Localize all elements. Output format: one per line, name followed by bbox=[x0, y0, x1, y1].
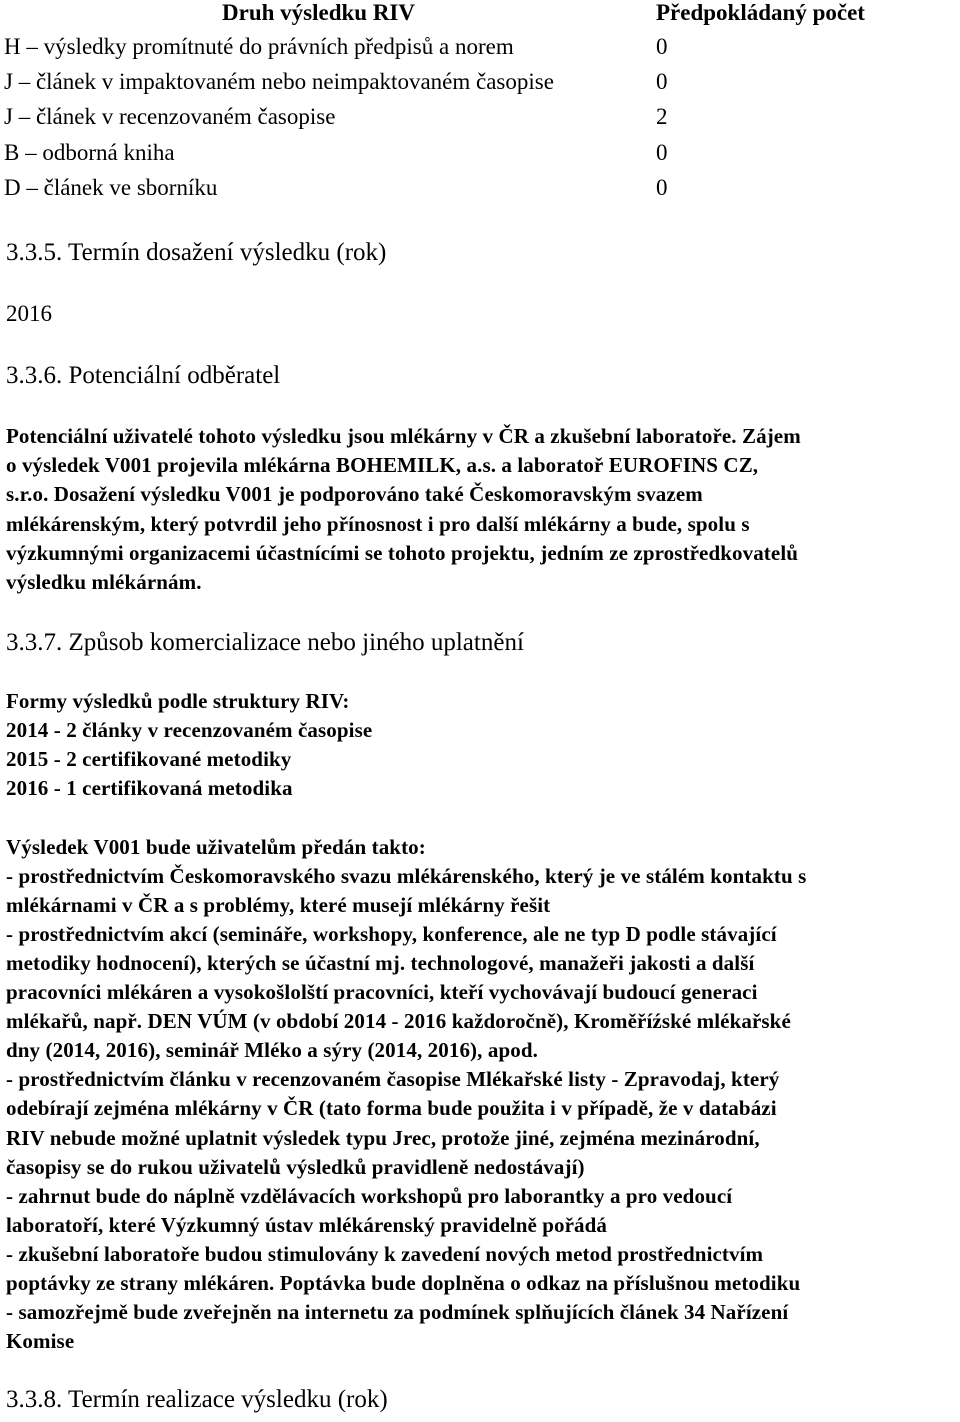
forms-line: 2014 - 2 články v recenzovaném časopise bbox=[6, 718, 373, 742]
paragraph-line: výzkumnými organizacemi účastnícími se tohoto projektu, jedním ze zprostředkovatelů bbox=[6, 541, 799, 565]
section-heading-338: 3.3.8. Termín realizace výsledku (rok) bbox=[6, 1386, 388, 1413]
forms-line: 2015 - 2 certifikované metodiky bbox=[6, 747, 292, 771]
delivery-line: pracovníci mlékáren a vysokošlolští pracovníci, kteří vychovávají budoucí generaci bbox=[6, 980, 758, 1004]
delivery-line: časopisy se do rukou uživatelů výsledků pravidleně nedostávají) bbox=[6, 1155, 585, 1179]
riv-table-header-type: Druh výsledku RIV bbox=[222, 0, 415, 25]
section-heading-335: 3.3.5. Termín dosažení výsledku (rok) bbox=[6, 239, 387, 266]
riv-row-label: J – článek v recenzovaném časopise bbox=[4, 104, 336, 129]
delivery-line: Komise bbox=[6, 1329, 75, 1353]
delivery-line: poptávky ze strany mlékáren. Poptávka bude doplněna o odkaz na příslušnou metodiku bbox=[6, 1271, 801, 1295]
delivery-line: odebírají zejména mlékárny v ČR (tato forma bude použita i v případě, že v databázi bbox=[6, 1096, 777, 1120]
delivery-line: - zahrnut bude do náplně vzdělávacích workshopů pro laborantky a pro vedoucí bbox=[6, 1184, 733, 1208]
delivery-line: - prostřednictvím Českomoravského svazu mlékárenského, který je ve stálém kontaktu s bbox=[6, 864, 807, 888]
delivery-line: laboratoří, které Výzkumný ústav mlékárenský pravidelně pořádá bbox=[6, 1213, 608, 1237]
delivery-line: mlékárnami v ČR a s problémy, které musejí mlékárny řešit bbox=[6, 893, 551, 917]
paragraph-line: s.r.o. Dosažení výsledku V001 je podporováno také Českomoravským svazem bbox=[6, 482, 703, 506]
delivery-line: - prostřednictvím akcí (semináře, workshopy, konference, ale ne typ D podle stávající bbox=[6, 922, 777, 946]
riv-row-value: 2 bbox=[656, 104, 668, 129]
delivery-line: Výsledek V001 bude uživatelům předán takto: bbox=[6, 835, 426, 859]
delivery-line: RIV nebude možné uplatnit výsledek typu Jrec, protože jiné, zejména mezinárodní, bbox=[6, 1126, 760, 1150]
paragraph-line: Potenciální uživatelé tohoto výsledku jsou mlékárny v ČR a zkušební laboratoře. Zájem bbox=[6, 424, 801, 448]
riv-row-value: 0 bbox=[656, 34, 668, 59]
section-heading-336: 3.3.6. Potenciální odběratel bbox=[6, 362, 281, 389]
forms-line: 2016 - 1 certifikovaná metodika bbox=[6, 776, 293, 800]
delivery-line: - samozřejmě bude zveřejněn na internetu za podmínek splňujících článek 34 Nařízení bbox=[6, 1300, 789, 1324]
paragraph-line: výsledku mlékárnám. bbox=[6, 570, 202, 594]
delivery-line: mlékařů, např. DEN VÚM (v období 2014 - 2016 každoročně), Kroměříźské mlékařské bbox=[6, 1009, 791, 1033]
riv-row-label: H – výsledky promítnuté do právních předpisů a norem bbox=[4, 34, 514, 59]
target-year: 2016 bbox=[6, 301, 52, 326]
section-heading-337: 3.3.7. Způsob komercializace nebo jiného uplatnění bbox=[6, 629, 524, 656]
paragraph-line: o výsledek V001 projevila mlékárna BOHEMILK, a.s. a laboratoř EUROFINS CZ, bbox=[6, 453, 759, 477]
delivery-line: metodiky hodnocení), kterých se účastní mj. technologové, manažeři jakosti a další bbox=[6, 951, 755, 975]
paragraph-line: mlékárenským, který potvrdil jeho přínosnost i pro další mlékárny a bude, spolu s bbox=[6, 512, 750, 536]
riv-row-label: D – článek ve sborníku bbox=[4, 175, 218, 200]
riv-row-value: 0 bbox=[656, 175, 668, 200]
delivery-line: dny (2014, 2016), seminář Mléko a sýry (2014, 2016), apod. bbox=[6, 1038, 538, 1062]
delivery-line: - zkušební laboratoře budou stimulovány k zavedení nových metod prostřednictvím bbox=[6, 1242, 764, 1266]
riv-row-value: 0 bbox=[656, 69, 668, 94]
riv-row-label: J – článek v impaktovaném nebo neimpaktovaném časopise bbox=[4, 69, 554, 94]
riv-table-header-count: Předpokládaný počet bbox=[656, 0, 865, 25]
riv-row-value: 0 bbox=[656, 140, 668, 165]
riv-row-label: B – odborná kniha bbox=[4, 140, 175, 165]
forms-line: Formy výsledků podle struktury RIV: bbox=[6, 689, 350, 713]
delivery-line: - prostřednictvím článku v recenzovaném časopise Mlékařské listy - Zpravodaj, který bbox=[6, 1067, 780, 1091]
